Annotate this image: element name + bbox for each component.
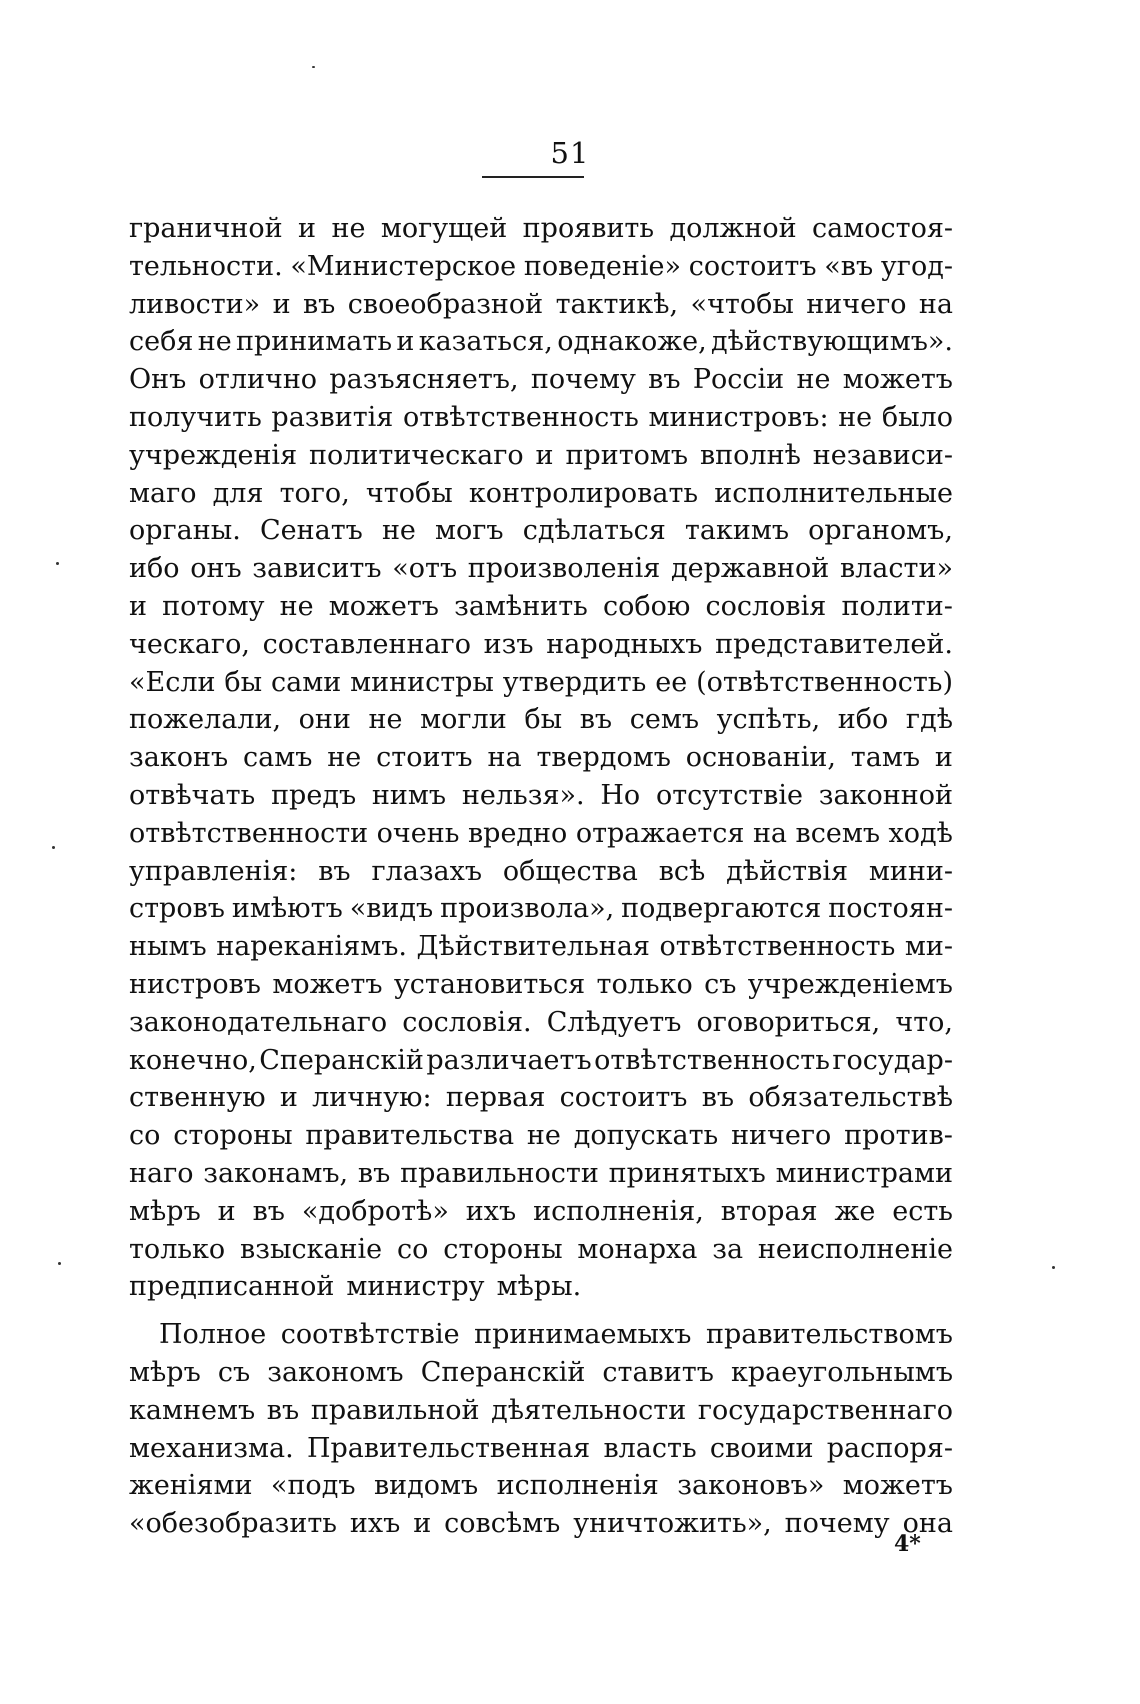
word: проявить [522, 213, 655, 244]
word: сословія [705, 590, 827, 622]
word: стороны [173, 1120, 293, 1152]
word: «видъ [349, 893, 434, 925]
word: глазахъ [371, 855, 483, 887]
text-line [129, 626, 953, 664]
word: состоитъ [688, 250, 817, 282]
word: своими [709, 1432, 814, 1464]
word: предписанной [129, 1271, 335, 1303]
word: вторая [720, 1195, 818, 1227]
word: можетъ [842, 1470, 953, 1502]
word: принимать [236, 326, 393, 358]
word: могъ [435, 515, 504, 547]
word: Дѣйствительная [416, 931, 650, 963]
word: не [526, 1120, 561, 1152]
word: развитія [271, 401, 394, 433]
word: можетъ [842, 364, 953, 396]
word: и [298, 213, 317, 244]
word: ибо [129, 553, 180, 585]
word: получить [129, 401, 262, 433]
word: «въ [824, 250, 874, 282]
header-rule [482, 176, 584, 178]
word: контролировать [468, 477, 699, 509]
word: бы [524, 704, 563, 736]
word: ходѣ [888, 817, 953, 849]
word: съ [217, 1356, 251, 1388]
word: такимъ [684, 515, 790, 547]
word: не [197, 326, 232, 358]
word: себя [129, 326, 194, 358]
word: подвергаются [621, 893, 822, 925]
text-line [129, 664, 953, 702]
word: могли [420, 704, 507, 736]
word: зависитъ [252, 553, 382, 585]
word: ничего [806, 288, 907, 320]
word: и [217, 1195, 236, 1227]
word: исполненія [496, 1470, 659, 1502]
word: семъ [629, 704, 700, 736]
page-number: 51 [550, 136, 590, 170]
text-line [129, 399, 953, 437]
word: самъ [243, 742, 313, 774]
word: нельзя». [461, 779, 585, 811]
word: сами [271, 666, 342, 698]
word: мини- [868, 855, 953, 887]
word: дѣйствующимъ». [711, 326, 953, 358]
word: на [918, 288, 953, 320]
word: управленія: [129, 855, 298, 887]
word: наго [129, 1157, 194, 1189]
word: нареканіямъ. [216, 931, 407, 963]
word: есть [892, 1195, 953, 1227]
word: твердомъ [536, 742, 671, 774]
word: отвѣтственности [129, 817, 369, 849]
text-line [129, 853, 953, 891]
text-line [129, 286, 953, 324]
word: полити- [841, 590, 953, 622]
word: личную: [312, 1082, 432, 1114]
word: съ [704, 968, 737, 1000]
word: отвѣтственность [402, 401, 639, 433]
word: основаніи, [685, 742, 836, 774]
word: законамъ, [203, 1157, 349, 1189]
word: не [327, 742, 362, 774]
word: тактикѣ, [555, 288, 679, 320]
word: «Если [129, 666, 216, 698]
word: она [902, 1508, 953, 1540]
word: конечно, [129, 1044, 257, 1076]
word: притомъ [565, 439, 689, 471]
text-line [129, 588, 953, 626]
word: ческаго, [129, 628, 250, 660]
word: «обезобразить [129, 1508, 337, 1540]
word: ее [655, 666, 688, 698]
word: за [712, 1233, 744, 1265]
word: въ [252, 1195, 285, 1227]
text-line [129, 1004, 953, 1042]
word: имѣютъ [231, 893, 343, 925]
word: постоян- [828, 893, 953, 925]
word: ми- [904, 931, 953, 963]
word: гдѣ [905, 704, 953, 736]
word: граничной [129, 213, 283, 244]
word: они [298, 704, 351, 736]
word: однакоже, [557, 326, 707, 358]
text-line [129, 1354, 953, 1392]
word: въ [701, 1082, 735, 1114]
word: ихъ [465, 1195, 517, 1227]
text-line [129, 815, 953, 853]
word: стровъ [129, 893, 225, 925]
word: успѣть, [716, 704, 821, 736]
scan-speck [58, 1262, 61, 1265]
word: уничтожить», [573, 1508, 772, 1540]
word: «чтобы [690, 288, 794, 320]
word: Сперанскій [420, 1356, 586, 1388]
word: отражается [575, 817, 745, 849]
word: казаться, [418, 326, 553, 358]
word: составленнаго [262, 628, 471, 660]
word: только [129, 1233, 226, 1265]
word: состоитъ [559, 1082, 688, 1114]
word: чтобы [365, 477, 453, 509]
word: отвѣтственность [659, 931, 896, 963]
word: установиться [393, 968, 586, 1000]
word: ственную [129, 1082, 266, 1114]
word: только [596, 968, 693, 1000]
signature-mark: 4* [894, 1531, 921, 1557]
word: стоитъ [376, 742, 473, 774]
word: разъясняетъ, [329, 364, 519, 396]
word: мѣръ [129, 1195, 201, 1227]
word: на [752, 817, 788, 849]
text-line [129, 777, 953, 815]
text-line [129, 1316, 953, 1354]
text-line [129, 1231, 953, 1269]
word: неисполненіе [757, 1233, 953, 1265]
word: вполнѣ [699, 439, 801, 471]
word: того, [279, 477, 350, 509]
word: поведеніе» [523, 250, 681, 282]
word: и [272, 288, 291, 320]
word: учрежденіемъ [747, 968, 953, 1000]
word: Сперанскій [259, 1044, 424, 1076]
body-text [129, 210, 953, 1543]
text-line [129, 1193, 953, 1231]
word: не [279, 590, 314, 622]
word: всемъ [795, 817, 881, 849]
word: исполнительные [714, 477, 953, 509]
text-line [129, 210, 953, 248]
word: исполненія, [533, 1195, 704, 1227]
word: очень [376, 817, 460, 849]
word: взысканіе [240, 1233, 383, 1265]
word: против- [844, 1120, 953, 1152]
word: власть [603, 1432, 697, 1464]
word: министрами [775, 1157, 953, 1189]
word: произвола», [440, 893, 615, 925]
text-line [129, 1430, 953, 1468]
word: дѣйствія [726, 855, 848, 887]
word: стороны [443, 1233, 563, 1265]
scan-speck [56, 562, 59, 565]
word: принятыхъ [608, 1157, 766, 1189]
scan-speck [52, 846, 55, 849]
word: въ [579, 704, 613, 736]
word: дѣятельности [491, 1394, 687, 1426]
word: государственнаго [697, 1394, 953, 1426]
word: ихъ [349, 1508, 401, 1540]
word: потому [162, 590, 265, 622]
word: и [934, 742, 953, 774]
word: Но [600, 779, 641, 811]
word: монарха [577, 1233, 698, 1265]
word: отлично [198, 364, 318, 396]
word: произволенія [467, 553, 661, 585]
text-line [129, 890, 953, 928]
word: нымъ [129, 931, 207, 963]
text-line [129, 1042, 953, 1080]
word: сдѣлаться [522, 515, 666, 547]
word: въ [318, 855, 351, 887]
word: первая [445, 1082, 546, 1114]
word: Правительственная [306, 1432, 591, 1464]
word: краеугольнымъ [730, 1356, 953, 1388]
word: обязательствѣ [748, 1082, 953, 1114]
text-line [129, 739, 953, 777]
word: (отвѣтственность) [696, 666, 953, 698]
word: «добротѣ» [301, 1195, 449, 1227]
word: было [881, 401, 953, 433]
word: пожелали, [129, 704, 282, 736]
text-line [129, 1467, 953, 1505]
word: бы [224, 666, 263, 698]
word: видомъ [373, 1470, 479, 1502]
word: Россіи [692, 364, 785, 396]
word: совсѣмъ [444, 1508, 561, 1540]
word: принимаемыхъ [474, 1319, 692, 1351]
word: «подъ [270, 1470, 356, 1502]
word: женіями [129, 1470, 253, 1502]
paragraph-gap [129, 1306, 953, 1316]
text-line [129, 701, 953, 739]
word: Онъ [129, 364, 187, 396]
word: должной [669, 213, 797, 244]
text-line [129, 323, 953, 361]
word: правительства [305, 1120, 515, 1152]
text-line [129, 966, 953, 1004]
word: Слѣдуетъ [546, 1006, 682, 1038]
word: народныхъ [546, 628, 703, 660]
word: не [796, 364, 831, 396]
word: законной [818, 779, 953, 811]
text-line [129, 512, 953, 550]
word: и [129, 590, 147, 622]
word: мѣры. [496, 1271, 582, 1303]
word: министру [346, 1271, 485, 1303]
text-line [129, 1079, 953, 1117]
word: политическаго [309, 439, 524, 471]
word: учрежденія [129, 439, 298, 471]
word: не [381, 515, 416, 547]
word: государ- [832, 1044, 953, 1076]
word: ставитъ [602, 1356, 714, 1388]
word: утвердить [502, 666, 647, 698]
word: своеобразной [347, 288, 544, 320]
word: замѣнить [454, 590, 588, 622]
word: на [487, 742, 522, 774]
word: допускать [573, 1120, 719, 1152]
word: нимъ [371, 779, 447, 811]
word: можетъ [272, 968, 383, 1000]
word: представителей. [715, 628, 953, 660]
word: мѣръ [129, 1356, 201, 1388]
word: Полное [159, 1319, 267, 1351]
word: министровъ: [648, 401, 829, 433]
word: самостоя- [812, 213, 953, 244]
scan-speck [312, 66, 315, 68]
word: могущей [380, 213, 508, 244]
text-line [129, 475, 953, 513]
word: закономъ [267, 1356, 404, 1388]
word: независи- [812, 439, 953, 471]
word: со [129, 1120, 161, 1152]
word: оговориться, [696, 1006, 881, 1038]
word: органомъ, [808, 515, 953, 547]
text-line [129, 550, 953, 588]
word: не [331, 213, 366, 244]
word: соотвѣтствіе [280, 1319, 460, 1351]
word: въ [648, 364, 681, 396]
word: въ [302, 288, 336, 320]
text-line [129, 1117, 953, 1155]
word: и [396, 326, 415, 358]
word: «Министерское [290, 250, 517, 282]
text-line [129, 1505, 953, 1543]
word: отвѣчать [129, 779, 256, 811]
word: маго [129, 477, 197, 509]
word: державной [670, 553, 830, 585]
word: почему [530, 364, 636, 396]
word: и [535, 439, 554, 471]
word: можетъ [328, 590, 439, 622]
word: отвѣтственность [594, 1044, 830, 1076]
word: сословія. [402, 1006, 532, 1038]
word: со [397, 1233, 429, 1265]
word: нистровъ [129, 968, 261, 1000]
word: отсутствіе [655, 779, 803, 811]
word: правительствомъ [705, 1319, 953, 1351]
word: законъ [129, 742, 229, 774]
word: предъ [271, 779, 357, 811]
word: угод- [880, 250, 953, 282]
word: и [279, 1082, 298, 1114]
word: общества [502, 855, 638, 887]
word: не [838, 401, 873, 433]
word: ничего [731, 1120, 832, 1152]
word: тельности. [129, 250, 283, 282]
word: не [368, 704, 403, 736]
text-line [129, 1392, 953, 1430]
word: правильности [400, 1157, 599, 1189]
scan-speck [1052, 1266, 1055, 1269]
word: различаетъ [426, 1044, 592, 1076]
word: же [834, 1195, 876, 1227]
text-line [129, 248, 953, 286]
word: органы. [129, 515, 241, 547]
word: «отъ [392, 553, 458, 585]
word: власти» [839, 553, 953, 585]
word: въ [357, 1157, 391, 1189]
word: ибо [837, 704, 889, 736]
word: камнемъ [129, 1394, 256, 1426]
text-line [129, 1268, 953, 1306]
word: для [212, 477, 264, 509]
word: законодательнаго [129, 1006, 388, 1038]
word: тамъ [850, 742, 921, 774]
word: и [413, 1508, 432, 1540]
word: почему [784, 1508, 890, 1540]
word: правильной [310, 1394, 480, 1426]
word: Сенатъ [259, 515, 363, 547]
word: министры [350, 666, 494, 698]
word: что, [895, 1006, 953, 1038]
word: изъ [483, 628, 534, 660]
word: собою [602, 590, 691, 622]
word: распоря- [826, 1432, 953, 1464]
word: всѣ [658, 855, 706, 887]
word: законовъ» [677, 1470, 825, 1502]
text-line [129, 928, 953, 966]
word: онъ [190, 553, 242, 585]
word: въ [266, 1394, 300, 1426]
text-line [129, 437, 953, 475]
word: вредно [467, 817, 568, 849]
text-line [129, 361, 953, 399]
text-line [129, 1155, 953, 1193]
word: механизма. [129, 1432, 294, 1464]
word: ливости» [129, 288, 261, 320]
